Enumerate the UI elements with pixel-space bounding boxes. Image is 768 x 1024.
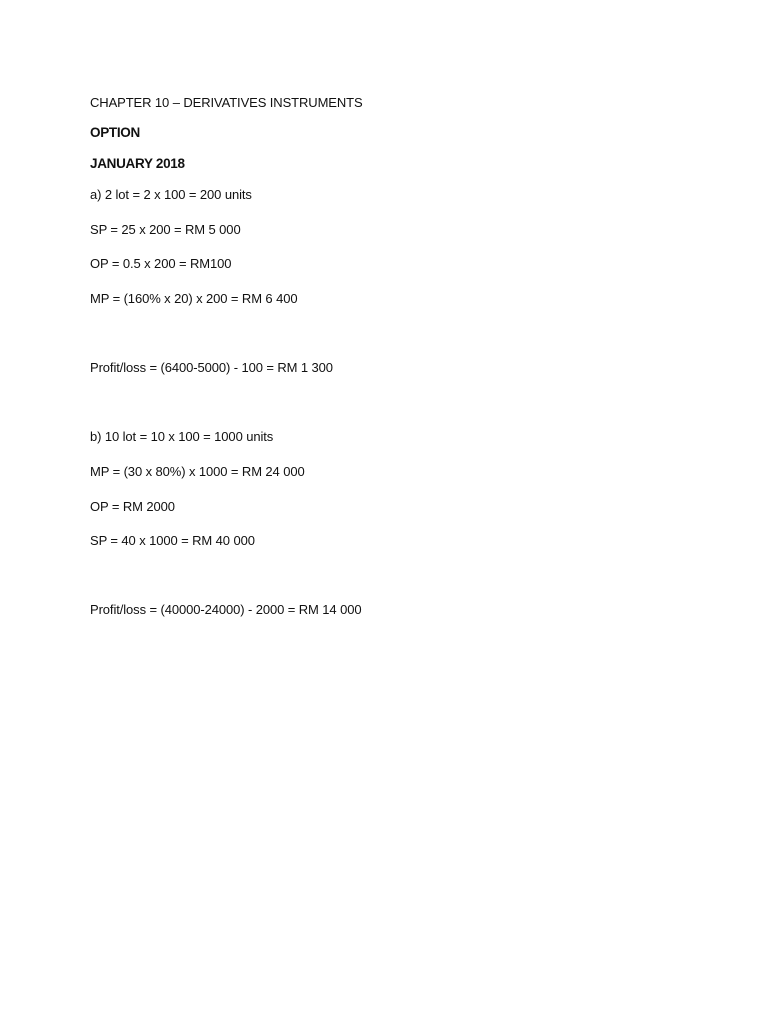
part-a-result: Profit/loss = (6400-5000) - 100 = RM 1 300 xyxy=(90,360,333,375)
part-b-line-3: OP = RM 2000 xyxy=(90,499,175,514)
date-subheading: JANUARY 2018 xyxy=(90,156,185,171)
part-a-line-2: SP = 25 x 200 = RM 5 000 xyxy=(90,222,241,237)
chapter-title: CHAPTER 10 – DERIVATIVES INSTRUMENTS xyxy=(90,95,363,110)
part-a-line-3: OP = 0.5 x 200 = RM100 xyxy=(90,256,232,271)
part-b-result: Profit/loss = (40000-24000) - 2000 = RM 14 000 xyxy=(90,602,362,617)
section-heading: OPTION xyxy=(90,125,140,140)
part-b-line-2: MP = (30 x 80%) x 1000 = RM 24 000 xyxy=(90,464,305,479)
part-b-line-4: SP = 40 x 1000 = RM 40 000 xyxy=(90,533,255,548)
part-a-line-1: a) 2 lot = 2 x 100 = 200 units xyxy=(90,187,252,202)
part-a-line-4: MP = (160% x 20) x 200 = RM 6 400 xyxy=(90,291,298,306)
part-b-line-1: b) 10 lot = 10 x 100 = 1000 units xyxy=(90,429,274,444)
